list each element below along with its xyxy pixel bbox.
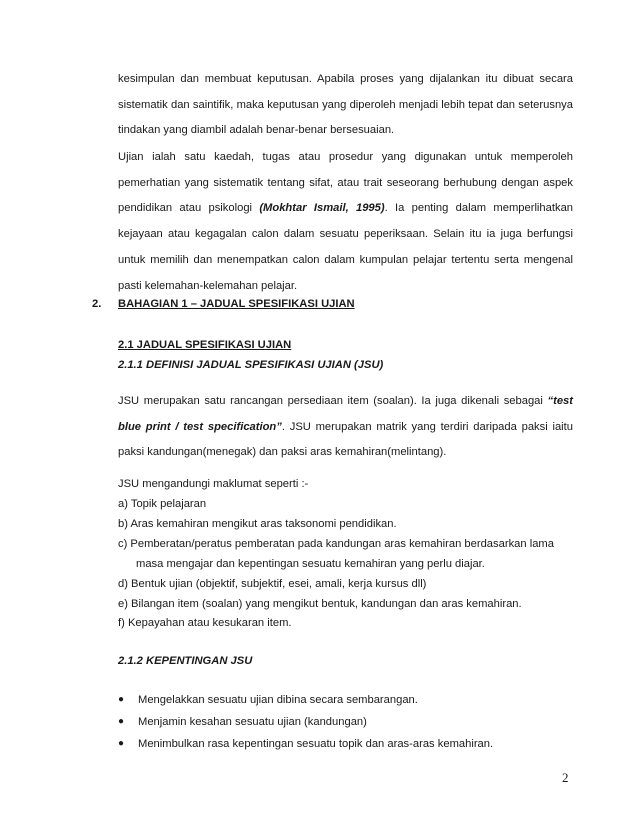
paragraph-text: kesimpulan dan membuat keputusan. Apabila proses yang dijalankan itu dibuat secara sistematik dan saintifik, maka keputusan yang diperoleh menjadi lebih tepat dan seterusnya tindakan yang diambil adalah benar-benar bersesuaian. [118,73,573,137]
paragraph-jsu-definition [118,389,573,466]
paragraph-text: . Ia penting dalam memperlihatkan kejayaan atau kegagalan calon dalam sesuatu peperiksaan. Selain itu ia juga berfungsi untuk memilih dan menempatkan calon dalam kumpulan pelajar tertentu serta mengenal pasti kelemahan-kelemahan pelajar. [118,202,574,292]
list-item: f) Kepayahan atau kesukaran item. [118,617,292,629]
bullet-item: Menimbulkan rasa kepentingan sesuatu topik dan aras-aras kemahiran. [138,738,494,750]
list-item: c) Pemberatan/peratus pemberatan pada kandungan aras kemahiran berdasarkan lama [118,538,554,550]
subsubsection-heading: 2.1.1 DEFINISI JADUAL SPESIFIKASI UJIAN (JSU) [118,359,384,371]
paragraph-text: . JSU merupakan matrik yang terdiri daripada paksi iaitu paksi kandungan(menegak) dan paksi aras kemahiran(melintang). [118,420,573,459]
list-item: d) Bentuk ujian (objektif, subjektif, esei, amali, kerja kursus dll) [118,578,427,590]
section-number: 2. [92,298,102,310]
paragraph-conclusion [118,67,573,144]
paragraph-ujian-definition [118,145,573,299]
bullet-icon: ● [118,716,125,727]
list-item-continuation: masa mengajar dan kepentingan sesuatu kemahiran yang perlu diajar. [136,558,485,570]
paragraph-text: JSU merupakan satu rancangan persediaan item (soalan). Ia juga dikenali sebagai [118,395,548,407]
citation: (Mokhtar Ismail, 1995) [259,202,385,215]
bullet-icon: ● [118,738,125,749]
emphasized-term: “test blue print / test specification” [118,395,573,433]
subsection-heading: 2.1 JADUAL SPESIFIKASI UJIAN [118,339,292,351]
section-heading: BAHAGIAN 1 – JADUAL SPESIFIKASI UJIAN [118,298,355,310]
subsubsection-heading: 2.1.2 KEPENTINGAN JSU [118,655,253,667]
list-intro: JSU mengandungi maklumat seperti :- [118,478,309,490]
bullet-icon: ● [118,694,125,705]
list-item: a) Topik pelajaran [118,498,207,510]
paragraph-text: Ujian ialah satu kaedah, tugas atau prosedur yang digunakan untuk memperoleh pemerhatian yang sistematik tentang sifat, atau trait seseorang berhubung dengan aspek pendidikan atau psikologi [118,151,573,215]
page-number: 2 [562,770,569,785]
bullet-item: Menjamin kesahan sesuatu ujian (kandungan) [138,716,367,728]
list-item: e) Bilangan item (soalan) yang mengikut bentuk, kandungan dan aras kemahiran. [118,598,522,610]
bullet-item: Mengelakkan sesuatu ujian dibina secara sembarangan. [138,694,418,706]
list-item: b) Aras kemahiran mengikut aras taksonomi pendidikan. [118,518,397,530]
